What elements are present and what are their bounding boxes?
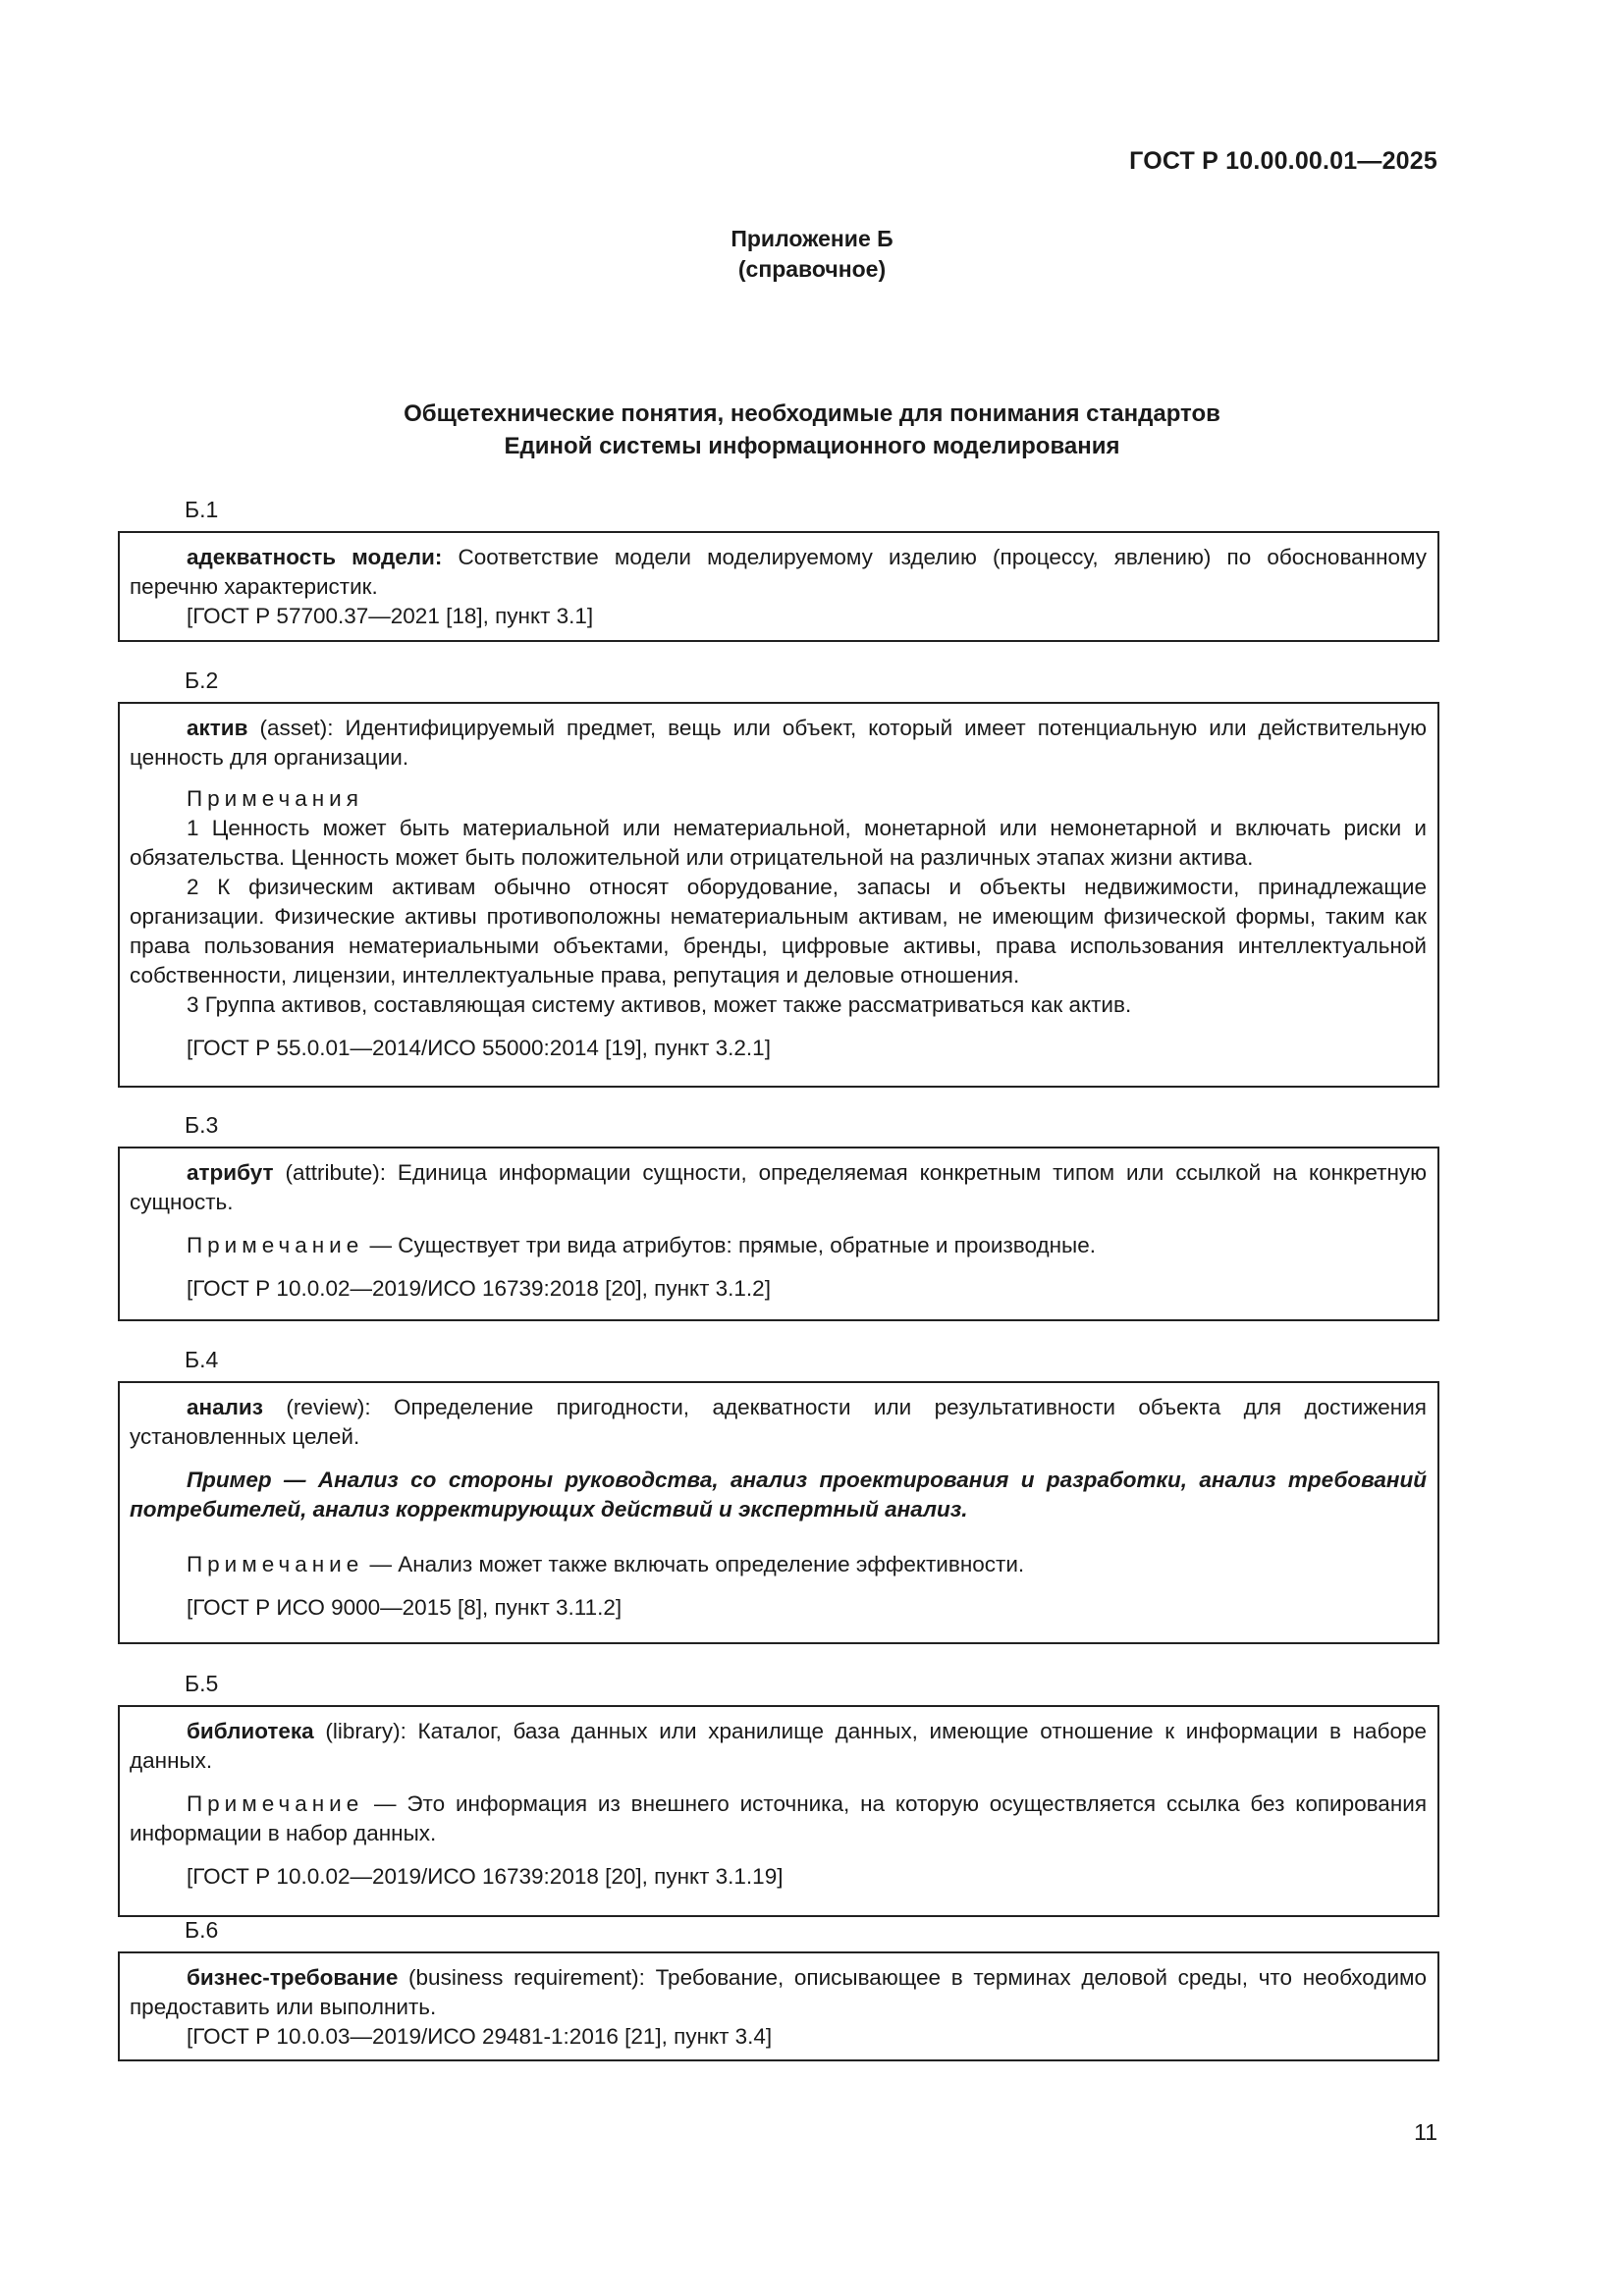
definition-text-b1: Соответствие модели моделируемому изделию (процессу, явлению) по обоснованному перечню характеристик. xyxy=(130,545,1427,599)
term-box-b5 xyxy=(118,1705,1439,1917)
note-label-b3: Примечание xyxy=(187,1233,364,1257)
section-label-b3: Б.3 xyxy=(185,1112,219,1138)
definition-text-b3: (attribute): Единица информации сущности, определяемая конкретным типом или ссылкой на конкретную сущность. xyxy=(130,1160,1427,1214)
term-box-b1 xyxy=(118,531,1439,642)
section-label-b6: Б.6 xyxy=(185,1917,219,1943)
term-box-b2 xyxy=(118,702,1439,1088)
note-label-b5: Примечание xyxy=(187,1791,364,1816)
document-code: ГОСТ Р 10.00.00.01—2025 xyxy=(1129,147,1437,175)
definition-text-b2: (asset): Идентифицируемый предмет, вещь или объект, который имеет потенциальную или действительную ценность для организации. xyxy=(130,716,1427,770)
section-label-b4: Б.4 xyxy=(185,1347,219,1372)
term-b5: библиотека xyxy=(187,1719,314,1743)
section-label-b5: Б.5 xyxy=(185,1671,219,1696)
note-text-b3: — Существует три вида атрибутов: прямые, обратные и производные. xyxy=(363,1233,1096,1257)
definition-text-b4: (review): Определение пригодности, адекватности или результативности объекта для достижения установленных целей. xyxy=(130,1395,1427,1449)
definition-b3 xyxy=(130,1158,1427,1217)
note-text-b4: — Анализ может также включать определение эффективности. xyxy=(363,1552,1025,1576)
term-b6: бизнес-требование xyxy=(187,1965,399,1990)
annex-title: Приложение Б xyxy=(731,226,893,251)
section-label-b1: Б.1 xyxy=(185,497,219,522)
definition-text-b6: (business requirement): Требование, описывающее в терминах деловой среды, что необходимо предоставить или выполнить. xyxy=(130,1965,1427,2019)
page-number: 11 xyxy=(1414,2119,1437,2145)
title-line-1: Общетехнические понятия, необходимые для понимания стандартов xyxy=(404,400,1220,427)
example-b4: Пример — Анализ со стороны руководства, анализ проектирования и разработки, анализ требований потребителей, анализ корректирующих действий и экспертный анализ. xyxy=(130,1468,1427,1522)
term-b2: актив xyxy=(187,716,248,740)
term-b3: атрибут xyxy=(187,1160,274,1185)
source-b1: [ГОСТ Р 57700.37—2021 [18], пункт 3.1] xyxy=(187,604,594,628)
term-b1: адекватность модели: xyxy=(187,545,443,569)
note-2-b2: 2 К физическим активам обычно относят оборудование, запасы и объекты недвижимости, принадлежащие организации. Физические активы противоположны нематериальным активам, не имеющим физической формы, таким как права пользования нематериальными объектами, бренды, цифровые активы, права использования интеллектуальной собственности, лицензии, интеллектуальные права, репутация и деловые отношения. xyxy=(130,875,1427,988)
source-b5: [ГОСТ Р 10.0.02—2019/ИСО 16739:2018 [20], пункт 3.1.19] xyxy=(187,1864,784,1889)
note-label-b4: Примечание xyxy=(187,1552,364,1576)
term-box-b4 xyxy=(118,1381,1439,1644)
definition-b4 xyxy=(130,1393,1427,1452)
definition-text-b5: (library): Каталог, база данных или хранилище данных, имеющие отношение к информации в наборе данных. xyxy=(130,1719,1427,1773)
note-text-b5: — Это информация из внешнего источника, на которую осуществляется ссылка без копирования информации в набор данных. xyxy=(130,1791,1427,1845)
definition-b2 xyxy=(130,714,1427,773)
source-b4: [ГОСТ Р ИСО 9000—2015 [8], пункт 3.11.2] xyxy=(187,1595,623,1620)
source-b3: [ГОСТ Р 10.0.02—2019/ИСО 16739:2018 [20], пункт 3.1.2] xyxy=(187,1276,771,1301)
term-box-b6 xyxy=(118,1951,1439,2061)
definition-b5 xyxy=(130,1717,1427,1776)
definition-b6 xyxy=(130,1963,1427,2022)
note-1-b2: 1 Ценность может быть материальной или нематериальной, монетарной или немонетарной и включать риски и обязательства. Ценность может быть положительной или отрицательной на различных этапах жизни актива. xyxy=(130,816,1427,870)
annex-type: (справочное) xyxy=(737,256,887,282)
definition-b1 xyxy=(130,543,1427,602)
note-b4 xyxy=(130,1550,1427,1579)
term-box-b3 xyxy=(118,1147,1439,1321)
annex-heading xyxy=(0,224,1624,285)
note-3-b2: 3 Группа активов, составляющая систему активов, может также рассматриваться как актив. xyxy=(187,992,1132,1017)
source-b6: [ГОСТ Р 10.0.03—2019/ИСО 29481-1:2016 [21], пункт 3.4] xyxy=(187,2024,773,2049)
page-title xyxy=(0,398,1624,462)
title-line-2: Единой системы информационного моделирования xyxy=(504,433,1120,459)
note-b3 xyxy=(130,1231,1427,1260)
source-b2: [ГОСТ Р 55.0.01—2014/ИСО 55000:2014 [19], пункт 3.2.1] xyxy=(187,1036,771,1060)
term-b4: анализ xyxy=(187,1395,263,1419)
section-label-b2: Б.2 xyxy=(185,667,219,693)
notes-heading-b2: Примечания xyxy=(187,786,363,811)
note-b5 xyxy=(130,1789,1427,1848)
